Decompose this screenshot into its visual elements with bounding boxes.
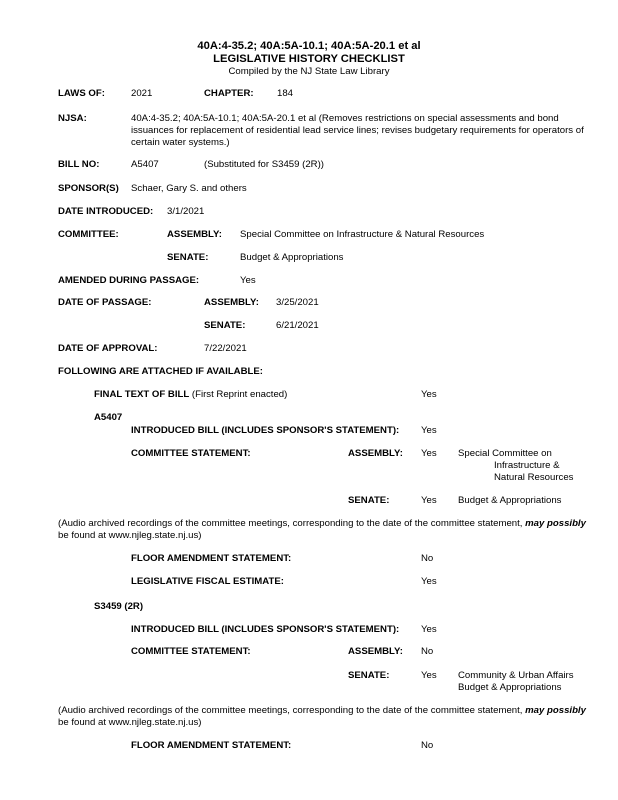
committee-senate-value: Budget & Appropriations (240, 252, 344, 263)
committee-label: COMMITTEE: (58, 229, 119, 240)
passage-assembly-label: ASSEMBLY: (204, 297, 259, 308)
passage-senate-label: SENATE: (204, 320, 246, 331)
final-text-row (94, 389, 287, 401)
s3459-audio-emphasis: may possibly (525, 705, 586, 716)
chapter-value: 184 (277, 88, 294, 99)
compiled-by: Compiled by the NJ State Law Library (228, 66, 390, 77)
passage-senate-value: 6/21/2021 (276, 320, 319, 331)
passage-label: DATE OF PASSAGE: (58, 297, 152, 308)
a5407-fiscal-label: LEGISLATIVE FISCAL ESTIMATE: (131, 576, 284, 587)
s3459-senate-committee-2: Budget & Appropriations (458, 682, 562, 693)
committee-assembly-label: ASSEMBLY: (167, 229, 222, 240)
s3459-assembly-label: ASSEMBLY: (348, 646, 403, 657)
approval-label: DATE OF APPROVAL: (58, 343, 158, 354)
committee-assembly-value: Special Committee on Infrastructure & Natural Resources (240, 229, 485, 240)
final-text-label: FINAL TEXT OF BILL (94, 389, 190, 400)
a5407-introduced-label: INTRODUCED BILL (INCLUDES SPONSOR'S STATEMENT): (131, 425, 400, 436)
a5407-assembly-label: ASSEMBLY: (348, 448, 403, 459)
laws-of-label: LAWS OF: (58, 88, 105, 99)
s3459-audio-url: be found at www.njleg.state.nj.us) (58, 717, 202, 728)
s3459-introduced-label: INTRODUCED BILL (INCLUDES SPONSOR'S STATEMENT): (131, 624, 400, 635)
passage-assembly-value: 3/25/2021 (276, 297, 319, 308)
a5407-floor-value: No (421, 553, 434, 564)
s3459-senate-committee-1: Community & Urban Affairs (458, 670, 574, 681)
bill-no-value: A5407 (131, 159, 159, 170)
a5407-senate-label: SENATE: (348, 495, 390, 506)
committee-senate-label: SENATE: (167, 252, 209, 263)
a5407-audio-url: be found at www.njleg.state.nj.us) (58, 530, 202, 541)
a5407-floor-label: FLOOR AMENDMENT STATEMENT: (131, 553, 292, 564)
s3459-assembly-value: No (421, 646, 434, 657)
page-title: 40A:4-35.2; 40A:5A-10.1; 40A:5A-20.1 et al (197, 40, 421, 52)
sponsors-label: SPONSOR(S) (58, 183, 119, 194)
a5407-audio-emphasis: may possibly (525, 518, 586, 529)
s3459-floor-value: No (421, 740, 434, 751)
njsa-line-3: certain water systems.) (131, 137, 230, 148)
final-text-note: (First Reprint enacted) (189, 389, 288, 400)
njsa-line-2: issuances for replacement of residential lead service lines; revises budgetary requirements for operators of (131, 125, 584, 136)
a5407-assembly-value: Yes (421, 448, 437, 459)
page-subtitle: LEGISLATIVE HISTORY CHECKLIST (213, 53, 405, 65)
s3459-introduced-value: Yes (421, 624, 437, 635)
bill-no-note: (Substituted for S3459 (2R)) (204, 159, 324, 170)
s3459-floor-label: FLOOR AMENDMENT STATEMENT: (131, 740, 292, 751)
amended-value: Yes (240, 275, 256, 286)
a5407-senate-value: Yes (421, 495, 437, 506)
njsa-line-1: 40A:4-35.2; 40A:5A-10.1; 40A:5A-20.1 et al (Removes restrictions on special assessments and bond (131, 113, 559, 124)
s3459-audio-note (58, 705, 586, 717)
sponsors-value: Schaer, Gary S. and others (131, 183, 247, 194)
a5407-assembly-committee-1: Special Committee on (458, 448, 552, 459)
bill-no-label: BILL NO: (58, 159, 100, 170)
a5407-assembly-committee-2: Infrastructure & (494, 460, 560, 471)
approval-value: 7/22/2021 (204, 343, 247, 354)
a5407-introduced-value: Yes (421, 425, 437, 436)
s3459-audio-text: (Audio archived recordings of the committee meetings, corresponding to the date of the committee statement, (58, 705, 526, 716)
s3459-senate-value: Yes (421, 670, 437, 681)
date-introduced-value: 3/1/2021 (167, 206, 205, 217)
s3459-senate-label: SENATE: (348, 670, 390, 681)
njsa-label: NJSA: (58, 113, 87, 124)
final-text-value: Yes (421, 389, 437, 400)
attached-heading: FOLLOWING ARE ATTACHED IF AVAILABLE: (58, 366, 263, 377)
a5407-committee-label: COMMITTEE STATEMENT: (131, 448, 251, 459)
a5407-audio-text: (Audio archived recordings of the committee meetings, corresponding to the date of the committee statement, (58, 518, 526, 529)
a5407-senate-committee: Budget & Appropriations (458, 495, 562, 506)
a5407-assembly-committee-3: Natural Resources (494, 472, 574, 483)
s3459-label: S3459 (2R) (94, 601, 144, 612)
amended-label: AMENDED DURING PASSAGE: (58, 275, 200, 286)
laws-of-value: 2021 (131, 88, 153, 99)
a5407-audio-note (58, 518, 586, 530)
s3459-committee-label: COMMITTEE STATEMENT: (131, 646, 251, 657)
a5407-fiscal-value: Yes (421, 576, 437, 587)
chapter-label: CHAPTER: (204, 88, 254, 99)
a5407-label: A5407 (94, 412, 123, 423)
date-introduced-label: DATE INTRODUCED: (58, 206, 154, 217)
